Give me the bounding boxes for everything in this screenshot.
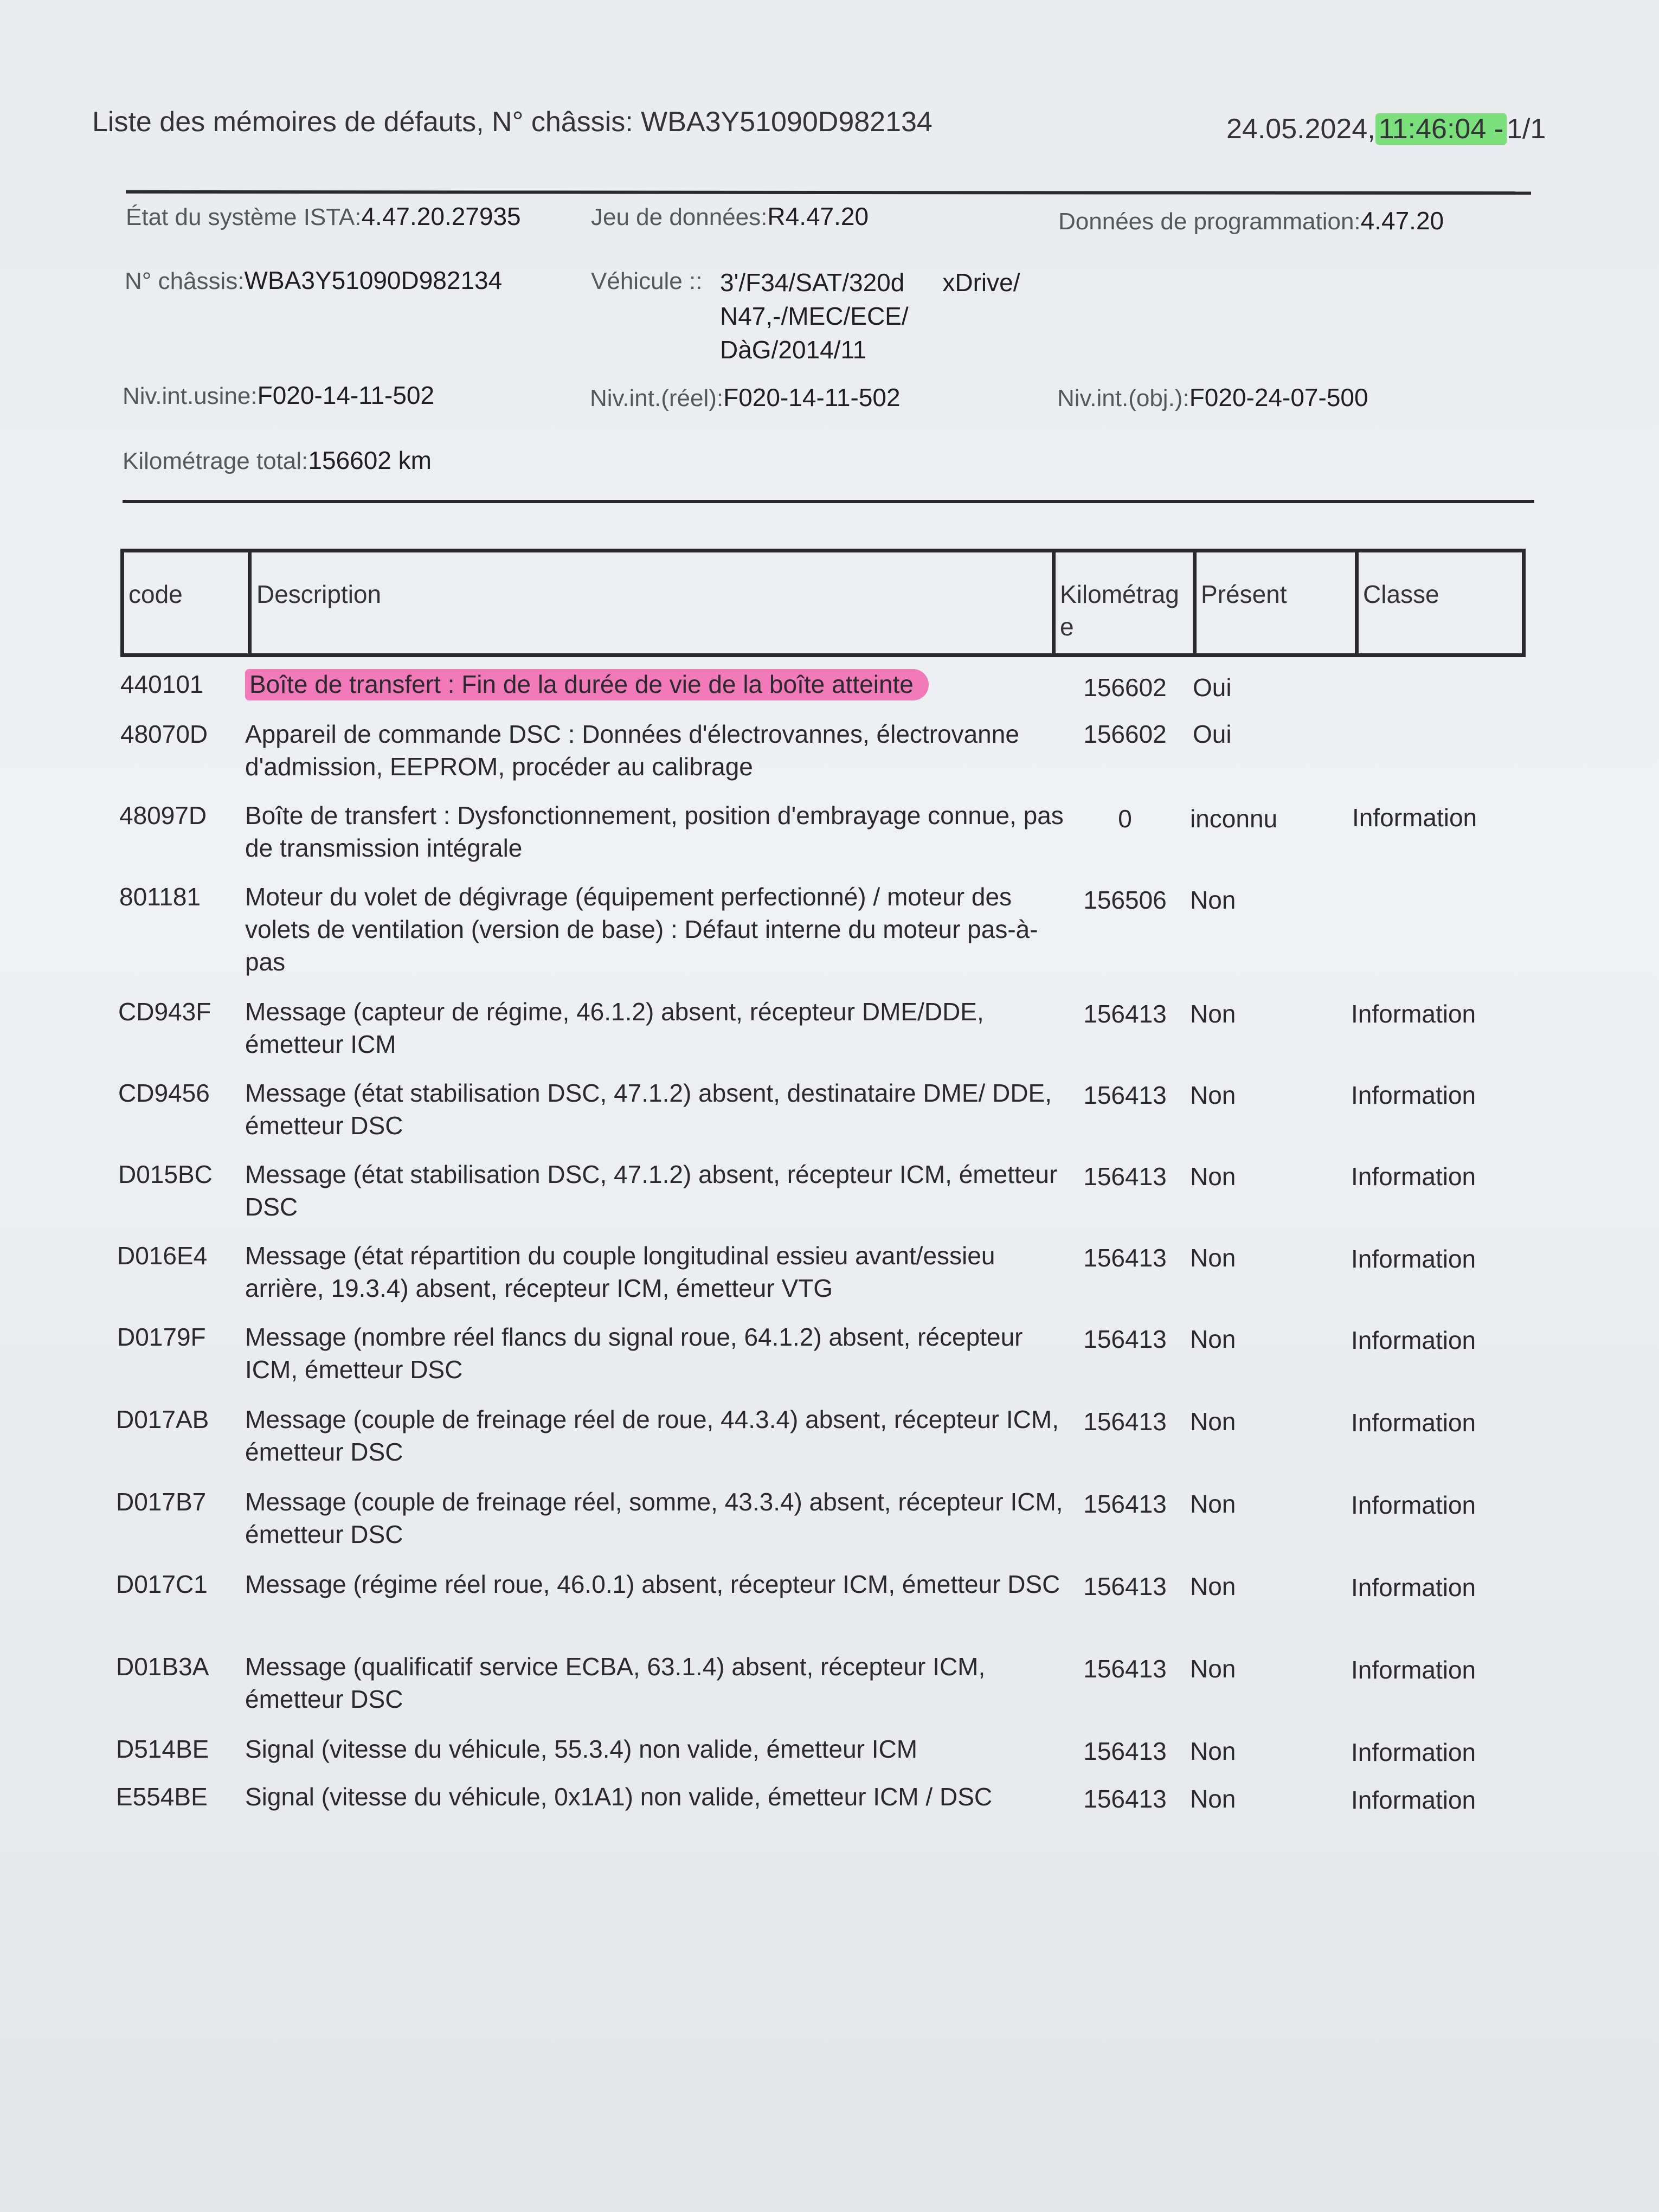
row-description: Boîte de transfert : Dysfonctionnement, position d'embrayage connue, pas de transmission intégrale	[245, 801, 1064, 862]
row-code: D017AB	[116, 1405, 209, 1433]
header-code: code	[128, 580, 183, 608]
row-km: 156413	[1083, 1162, 1167, 1191]
row-classe: Information	[1351, 1000, 1476, 1028]
document-date: 24.05.2024,	[1226, 113, 1375, 145]
document-time: 11:46:04 -	[1378, 113, 1504, 145]
niv-obj-label: Niv.int.(obj.):	[1057, 385, 1189, 411]
header-separator	[1052, 552, 1056, 653]
vehicle-line-1: 3'/F34/SAT/320d xDrive/	[720, 268, 1020, 297]
row-classe: Information	[1351, 1738, 1476, 1766]
document-datetime	[1226, 113, 1546, 145]
row-code: 440101	[120, 670, 204, 698]
row-description: Message (capteur de régime, 46.1.2) absent, récepteur DME/DDE, émetteur ICM	[245, 998, 984, 1058]
header-separator	[1355, 552, 1359, 653]
row-code: D0179F	[117, 1323, 206, 1351]
row-classe: Information	[1351, 1573, 1476, 1602]
header-classe: Classe	[1363, 580, 1439, 608]
row-description: Message (couple de freinage réel, somme, 43.3.4) absent, récepteur ICM, émetteur DSC	[245, 1488, 1063, 1548]
row-present: Non	[1190, 1000, 1236, 1028]
row-km: 156413	[1083, 1407, 1167, 1436]
niv-usine-value: F020-14-11-502	[257, 381, 435, 409]
document-title: Liste des mémoires de défauts, N° châssis: WBA3Y51090D982134	[92, 106, 933, 138]
row-km: 156602	[1083, 720, 1167, 748]
vehicle-value	[720, 266, 1020, 366]
row-classe: Information	[1351, 1656, 1476, 1684]
row-description: Message (état stabilisation DSC, 47.1.2) absent, récepteur ICM, émetteur DSC	[245, 1160, 1058, 1221]
row-code: D01B3A	[116, 1652, 209, 1681]
row-present: Non	[1190, 1490, 1236, 1518]
document-time-highlight	[1375, 113, 1507, 145]
row-classe: Information	[1351, 1162, 1476, 1191]
row-code: D514BE	[116, 1735, 209, 1763]
vehicle-line-2: N47,-/MEC/ECE/	[720, 302, 909, 330]
row-classe: Information	[1351, 1786, 1476, 1814]
row-description: Message (état stabilisation DSC, 47.1.2) absent, destinataire DME/ DDE, émetteur DSC	[245, 1079, 1052, 1140]
header-description: Description	[256, 580, 382, 608]
chassis-label: N° châssis:	[125, 268, 245, 294]
row-present: Oui	[1193, 720, 1232, 748]
row-code: CD943F	[118, 998, 211, 1026]
row-km: 156413	[1083, 1572, 1167, 1600]
row-code: CD9456	[118, 1079, 210, 1107]
niv-obj-value: F020-24-07-500	[1189, 383, 1368, 411]
dataset-label: Jeu de données:	[591, 204, 768, 230]
row-km: 156413	[1083, 1081, 1167, 1109]
total-km-label: Kilométrage total:	[123, 448, 308, 474]
ista-info	[126, 202, 521, 231]
niv-reel-value: F020-14-11-502	[723, 383, 901, 411]
row-code: 48070D	[120, 720, 208, 748]
row-km: 156602	[1083, 673, 1167, 702]
ista-label: État du système ISTA:	[126, 204, 362, 230]
niv-usine-label: Niv.int.usine:	[123, 383, 258, 409]
row-present: Non	[1190, 1655, 1236, 1683]
table-header	[120, 549, 1526, 657]
vehicle-extra: xDrive/	[942, 268, 1020, 297]
row-description: Signal (vitesse du véhicule, 0x1A1) non valide, émetteur ICM / DSC	[245, 1783, 993, 1811]
vehicle-label: Véhicule ::	[591, 268, 703, 294]
row-present: Non	[1190, 1407, 1236, 1436]
row-present: Oui	[1193, 673, 1232, 702]
header-separator	[248, 552, 252, 653]
header-present: Présent	[1201, 580, 1287, 608]
row-code: 48097D	[119, 801, 207, 829]
row-description	[245, 668, 1069, 700]
row-classe: Information	[1351, 1245, 1476, 1273]
row-present: inconnu	[1190, 805, 1278, 833]
row-classe: Information	[1352, 803, 1477, 832]
row-km: 156506	[1083, 886, 1167, 914]
niv-obj-info	[1057, 383, 1368, 412]
row-classe: Information	[1351, 1326, 1476, 1354]
row-km: 0	[1118, 805, 1132, 833]
header-rule-bottom	[123, 500, 1534, 503]
row-km: 156413	[1083, 1785, 1167, 1813]
row-km: 156413	[1083, 1000, 1167, 1028]
row-present: Non	[1190, 1325, 1236, 1353]
row-code: D017C1	[116, 1570, 208, 1598]
dataset-value: R4.47.20	[767, 202, 869, 230]
row-present: Non	[1190, 1162, 1236, 1191]
total-km-value: 156602 km	[308, 446, 432, 474]
row-km: 156413	[1083, 1244, 1167, 1272]
header-km: Kilométrag e	[1060, 580, 1179, 641]
header-rule-top	[126, 190, 1531, 195]
total-km-info	[123, 446, 432, 475]
chassis-info	[125, 266, 502, 295]
row-present: Non	[1190, 1572, 1236, 1600]
row-description: Moteur du volet de dégivrage (équipement perfectionné) / moteur des volets de ventilation (version de base) : Défaut interne du moteur pas-à-pas	[245, 883, 1038, 976]
row-km: 156413	[1083, 1490, 1167, 1518]
ista-value: 4.47.20.27935	[361, 202, 521, 230]
row-km: 156413	[1083, 1737, 1167, 1765]
row-code: E554BE	[116, 1783, 208, 1811]
row-description: Message (état répartition du couple longitudinal essieu avant/essieu arrière, 19.3.4) absent, récepteur ICM, émetteur VTG	[245, 1242, 995, 1302]
row-description: Message (couple de freinage réel de roue, 44.3.4) absent, récepteur ICM, émetteur DSC	[245, 1405, 1059, 1466]
programming-info	[1058, 206, 1444, 235]
programming-value: 4.47.20	[1360, 207, 1444, 235]
row-present: Non	[1190, 1081, 1236, 1109]
row-classe: Information	[1351, 1081, 1476, 1109]
row-km: 156413	[1083, 1655, 1167, 1683]
row-km: 156413	[1083, 1325, 1167, 1353]
row-code: D015BC	[118, 1160, 213, 1188]
niv-usine-info	[123, 381, 434, 410]
header-separator	[1193, 552, 1197, 653]
row-present: Non	[1190, 886, 1236, 914]
row-description: Signal (vitesse du véhicule, 55.3.4) non valide, émetteur ICM	[245, 1735, 918, 1763]
row-code: D017B7	[116, 1488, 207, 1516]
dataset-info	[591, 202, 869, 231]
row-present: Non	[1190, 1737, 1236, 1765]
row-classe: Information	[1351, 1409, 1476, 1437]
niv-reel-info	[590, 383, 901, 412]
programming-label: Données de programmation:	[1058, 208, 1361, 235]
row-description: Message (qualificatif service ECBA, 63.1.4) absent, récepteur ICM, émetteur DSC	[245, 1652, 986, 1713]
row-description: Message (nombre réel flancs du signal roue, 64.1.2) absent, récepteur ICM, émetteur DSC	[245, 1323, 1023, 1384]
niv-reel-label: Niv.int.(réel):	[590, 385, 724, 411]
description-highlight: Boîte de transfert : Fin de la durée de vie de la boîte atteinte	[245, 669, 929, 700]
row-code: 801181	[119, 883, 201, 911]
row-present: Non	[1190, 1244, 1236, 1272]
row-code: D016E4	[117, 1242, 208, 1270]
row-description: Message (régime réel roue, 46.0.1) absent, récepteur ICM, émetteur DSC	[245, 1570, 1060, 1598]
document-page-number: 1/1	[1507, 113, 1546, 145]
row-present: Non	[1190, 1785, 1236, 1813]
row-description: Appareil de commande DSC : Données d'électrovannes, électrovanne d'admission, EEPROM, procéder au calibrage	[245, 720, 1019, 781]
row-classe: Information	[1351, 1491, 1476, 1519]
chassis-value: WBA3Y51090D982134	[244, 266, 503, 294]
vehicle-line-3: DàG/2014/11	[720, 336, 867, 364]
